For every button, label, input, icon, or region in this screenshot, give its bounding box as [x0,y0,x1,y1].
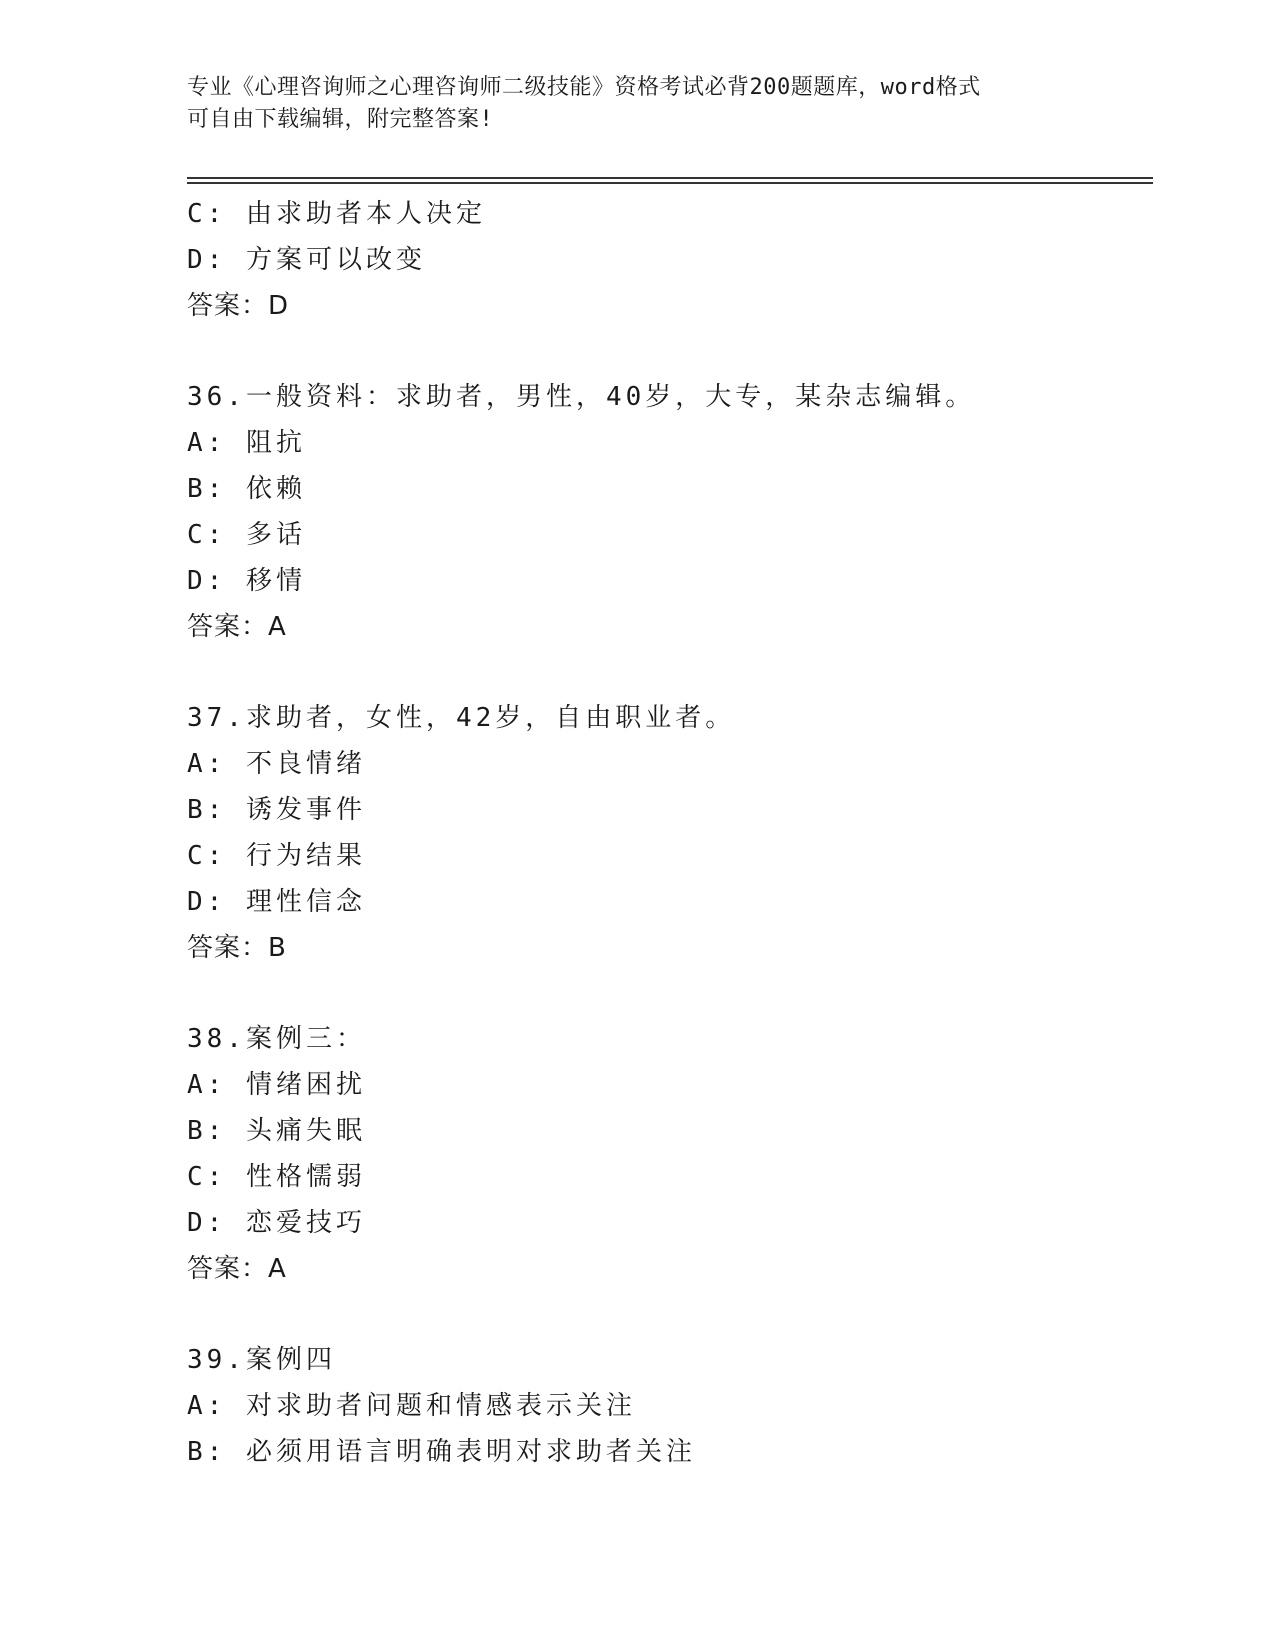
option-c: C: 由求助者本人决定 [187,199,486,229]
option-c: C: 行为结果 [187,841,366,871]
question-block-36 [187,374,1147,650]
option-b: B: 必须用语言明确表明对求助者关注 [187,1437,696,1467]
answer-line: 答案：D [187,291,290,321]
answer-line: 答案：B [187,933,287,963]
option-a: A: 对求助者问题和情感表示关注 [187,1391,636,1421]
question-list [187,191,1147,1475]
question-block-prelude [187,191,1147,329]
header-line-2: 可自由下载编辑，附完整答案! [187,107,494,132]
option-d: D: 移情 [187,566,306,596]
option-a: A: 不良情绪 [187,749,366,779]
option-b: B: 诱发事件 [187,795,366,825]
question-stem: 36.一般资料：求助者，男性，40岁，大专，某杂志编辑。 [187,382,976,412]
option-a: A: 阻抗 [187,428,306,458]
option-d: D: 理性信念 [187,887,366,917]
question-stem: 39.案例四 [187,1345,336,1375]
header-divider-bottom [187,182,1153,184]
question-stem: 37.求助者，女性，42岁，自由职业者。 [187,703,736,733]
block-spacer [187,650,1147,695]
question-block-37 [187,695,1147,971]
option-d: D: 方案可以改变 [187,245,426,275]
header-divider-top [187,177,1153,179]
option-b: B: 依赖 [187,474,306,504]
question-block-39 [187,1337,1147,1475]
option-d: D: 恋爱技巧 [187,1208,366,1238]
block-spacer [187,1292,1147,1337]
option-c: C: 多话 [187,520,306,550]
block-spacer [187,329,1147,374]
option-c: C: 性格懦弱 [187,1162,366,1192]
block-spacer [187,971,1147,1016]
header-line-1: 专业《心理咨询师之心理咨询师二级技能》资格考试必背200题题库，word格式 [187,75,981,100]
answer-line: 答案：A [187,1254,287,1284]
option-b: B: 头痛失眠 [187,1116,366,1146]
option-a: A: 情绪困扰 [187,1070,366,1100]
document-header [187,72,1087,136]
answer-line: 答案：A [187,612,287,642]
question-block-38 [187,1016,1147,1292]
question-stem: 38.案例三： [187,1024,366,1054]
